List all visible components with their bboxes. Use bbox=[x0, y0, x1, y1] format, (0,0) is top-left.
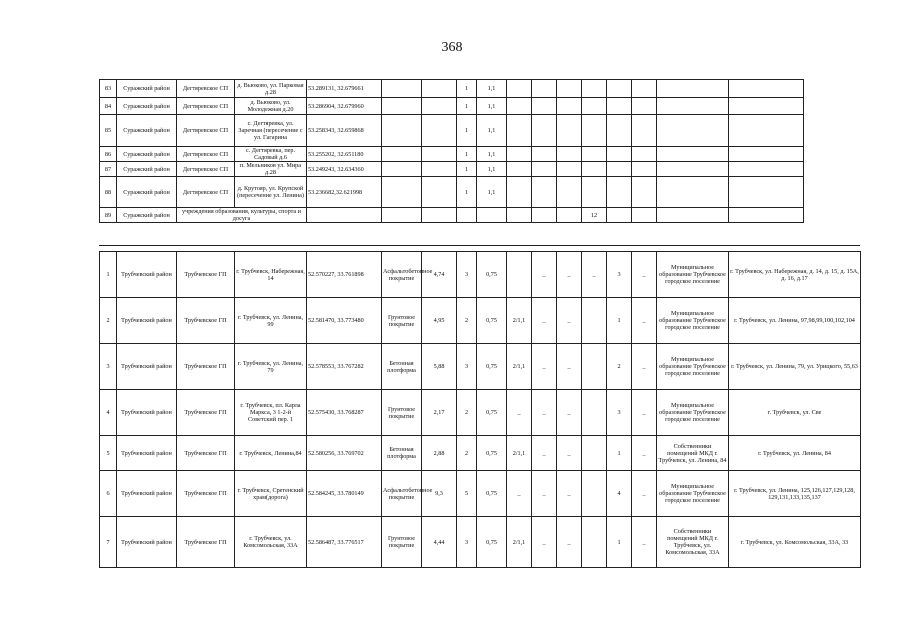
empty-cell bbox=[657, 98, 729, 115]
dash-cell: _ bbox=[557, 517, 582, 568]
empty-cell bbox=[507, 208, 532, 223]
address-cell: г. Трубчевск, ул. Ленина, 79 bbox=[235, 344, 307, 390]
volume-cell: 1,1 bbox=[477, 115, 507, 147]
address-cell: д. Крутояр, ул. Крупской (пересечение ул. Ленина) bbox=[235, 177, 307, 208]
empty-cell bbox=[422, 98, 457, 115]
table-row bbox=[100, 298, 861, 344]
type-cell: 2/1,1 bbox=[507, 517, 532, 568]
surface-cell: Грунтовое покрытие bbox=[382, 517, 422, 568]
empty-cell bbox=[657, 80, 729, 98]
coords-cell: 53.249243, 32.634360 bbox=[307, 162, 382, 177]
area-cell: 4,95 bbox=[422, 298, 457, 344]
row-number-cell: 89 bbox=[100, 208, 117, 223]
volume-cell: 1,1 bbox=[477, 162, 507, 177]
coords-cell: 53.258343, 32.659868 bbox=[307, 115, 382, 147]
empty-cell bbox=[729, 162, 804, 177]
area-cell: 2,88 bbox=[422, 436, 457, 471]
dash-cell: _ bbox=[632, 436, 657, 471]
planned-count-cell: 4 bbox=[607, 471, 632, 517]
empty-cell bbox=[507, 177, 532, 208]
volume-cell: 0,75 bbox=[477, 298, 507, 344]
settlement-cell: Дегтяревское СП bbox=[177, 177, 235, 208]
empty-cell bbox=[582, 115, 607, 147]
row-number-cell: 83 bbox=[100, 80, 117, 98]
district-cell: Суражский район bbox=[117, 162, 177, 177]
owner-cell: Муниципальное образование Трубчевское городское поселение bbox=[657, 390, 729, 436]
settlement-cell: Трубчевское ГП bbox=[177, 344, 235, 390]
coords-cell: 53.289131, 32.679661 bbox=[307, 80, 382, 98]
area-cell: 4,74 bbox=[422, 252, 457, 298]
container-count-cell: 1 bbox=[457, 177, 477, 208]
container-count-cell: 1 bbox=[457, 147, 477, 162]
empty-cell bbox=[729, 98, 804, 115]
empty-cell bbox=[632, 98, 657, 115]
section-divider bbox=[99, 245, 860, 246]
container-count-cell: 2 bbox=[457, 390, 477, 436]
table-trubchevsk bbox=[99, 251, 861, 568]
surface-cell: Асфальтобетонное покрытие bbox=[382, 471, 422, 517]
sources-cell: г. Трубчевск, ул. Ленина, 97,98,99,100,102,104 bbox=[729, 298, 861, 344]
area-cell: 9,3 bbox=[422, 471, 457, 517]
dash-cell: _ bbox=[532, 390, 557, 436]
coords-cell: 52.575430, 33.768287 bbox=[307, 390, 382, 436]
empty-cell bbox=[557, 162, 582, 177]
container-count-cell: 3 bbox=[457, 252, 477, 298]
container-count-cell: 3 bbox=[457, 344, 477, 390]
coords-cell: 53.255202, 32.651180 bbox=[307, 147, 382, 162]
empty-cell bbox=[532, 80, 557, 98]
empty-cell bbox=[532, 162, 557, 177]
district-cell: Трубчевский район bbox=[117, 436, 177, 471]
area-cell: 2,17 bbox=[422, 390, 457, 436]
dash-cell bbox=[582, 517, 607, 568]
container-count-cell: 5 bbox=[457, 471, 477, 517]
dash-cell bbox=[582, 390, 607, 436]
dash-cell: _ bbox=[632, 390, 657, 436]
row-number-cell: 87 bbox=[100, 162, 117, 177]
district-cell: Суражский район bbox=[117, 98, 177, 115]
empty-cell bbox=[532, 177, 557, 208]
row-number-cell: 6 bbox=[100, 471, 117, 517]
empty-cell bbox=[382, 162, 422, 177]
row-number-cell: 86 bbox=[100, 147, 117, 162]
empty-cell bbox=[382, 115, 422, 147]
planned-count-cell: 3 bbox=[607, 390, 632, 436]
coords-cell: 52.581470, 33.773480 bbox=[307, 298, 382, 344]
table-row bbox=[100, 80, 804, 98]
settlement-cell: Дегтяревское СП bbox=[177, 147, 235, 162]
row-number-cell: 7 bbox=[100, 517, 117, 568]
volume-cell: 0,75 bbox=[477, 252, 507, 298]
district-cell: Суражский район bbox=[117, 177, 177, 208]
empty-cell bbox=[729, 115, 804, 147]
row-number-cell: 84 bbox=[100, 98, 117, 115]
address-cell: с. Дегтяревка, пер. Садовый д.6 bbox=[235, 147, 307, 162]
empty-cell bbox=[729, 208, 804, 223]
empty-cell bbox=[422, 115, 457, 147]
table-surazh bbox=[99, 79, 804, 223]
owner-cell: Муниципальное образование Трубчевское городское поселение bbox=[657, 252, 729, 298]
table-row bbox=[100, 471, 861, 517]
table-row bbox=[100, 98, 804, 115]
table-row bbox=[100, 208, 804, 223]
table-row bbox=[100, 147, 804, 162]
empty-cell bbox=[307, 208, 382, 223]
empty-cell bbox=[532, 115, 557, 147]
empty-cell bbox=[632, 80, 657, 98]
sources-cell: г. Трубчевск, ул. Ленина, 125,126,127,129,128, 129,131,133,135,137 bbox=[729, 471, 861, 517]
coords-cell: 52.578553, 33.767282 bbox=[307, 344, 382, 390]
empty-cell bbox=[607, 80, 632, 98]
empty-cell bbox=[532, 147, 557, 162]
surface-cell: Асфальтобетонное покрытие bbox=[382, 252, 422, 298]
settlement-cell: Трубчевское ГП bbox=[177, 471, 235, 517]
empty-cell bbox=[729, 177, 804, 208]
empty-cell bbox=[507, 98, 532, 115]
sources-cell: г. Трубчевск, ул. Ленина, 79, ул. Урицкого, 55,63 bbox=[729, 344, 861, 390]
empty-cell bbox=[729, 147, 804, 162]
sources-cell: г. Трубчевск, ул. Ленина, 84 bbox=[729, 436, 861, 471]
empty-cell bbox=[382, 147, 422, 162]
dash-cell: _ bbox=[532, 471, 557, 517]
empty-cell bbox=[422, 162, 457, 177]
table-row bbox=[100, 115, 804, 147]
empty-cell bbox=[657, 115, 729, 147]
empty-cell bbox=[507, 115, 532, 147]
empty-cell bbox=[632, 115, 657, 147]
dash-cell: _ bbox=[557, 471, 582, 517]
planned-count-cell: 1 bbox=[607, 298, 632, 344]
dash-cell: _ bbox=[632, 344, 657, 390]
address-cell: с. Дегтяревка, ул. Заречная (пересечение с ул. Гагарина bbox=[235, 115, 307, 147]
empty-cell bbox=[607, 208, 632, 223]
address-cell: п. Мельников ул. Мира д.28 bbox=[235, 162, 307, 177]
empty-cell bbox=[382, 208, 422, 223]
sources-cell: г. Трубчевск, ул. Све bbox=[729, 390, 861, 436]
district-cell: Суражский район bbox=[117, 80, 177, 98]
empty-cell bbox=[657, 177, 729, 208]
address-cell: г. Трубчевск, Набережная, 14 bbox=[235, 252, 307, 298]
dash-cell: _ bbox=[557, 252, 582, 298]
empty-cell bbox=[582, 80, 607, 98]
row-number-cell: 3 bbox=[100, 344, 117, 390]
empty-cell bbox=[657, 147, 729, 162]
settlement-cell: Трубчевское ГП bbox=[177, 298, 235, 344]
owner-cell: Муниципальное образование Трубчевское городское поселение bbox=[657, 471, 729, 517]
address-cell: г. Трубчевск, Ленина,84 bbox=[235, 436, 307, 471]
empty-cell bbox=[607, 115, 632, 147]
coords-cell: 52.570227, 33.761898 bbox=[307, 252, 382, 298]
empty-cell bbox=[582, 177, 607, 208]
empty-cell bbox=[532, 208, 557, 223]
coords-cell: 52.586487, 33.776517 bbox=[307, 517, 382, 568]
district-cell: Трубчевский район bbox=[117, 344, 177, 390]
address-cell: д. Вьюково, ул. Молодежная д.20 bbox=[235, 98, 307, 115]
dash-cell: _ bbox=[532, 436, 557, 471]
table-row bbox=[100, 390, 861, 436]
surface-cell: Грунтовое покрытие bbox=[382, 390, 422, 436]
empty-cell bbox=[382, 80, 422, 98]
type-cell bbox=[507, 252, 532, 298]
empty-cell bbox=[532, 98, 557, 115]
settlement-cell: Дегтяревское СП bbox=[177, 80, 235, 98]
surface-cell: Бетонная плотформа bbox=[382, 436, 422, 471]
container-count-cell: 1 bbox=[457, 80, 477, 98]
owner-cell: Муниципальное образование Трубчевское городское поселение bbox=[657, 344, 729, 390]
owner-cell: Собственники помещений МКД г. Трубчевск, ул. Комсомольская, 33А bbox=[657, 517, 729, 568]
surface-cell: Грунтовое покрытие bbox=[382, 298, 422, 344]
district-cell: Суражский район bbox=[117, 147, 177, 162]
settlement-cell: Дегтяревское СП bbox=[177, 98, 235, 115]
empty-cell bbox=[632, 177, 657, 208]
page-number: 368 bbox=[441, 40, 463, 55]
address-cell: г. Трубчевск, ул. Комсомольская, 33А bbox=[235, 517, 307, 568]
dash-cell: _ bbox=[557, 298, 582, 344]
table-row bbox=[100, 436, 861, 471]
table-row bbox=[100, 162, 804, 177]
empty-cell bbox=[632, 162, 657, 177]
empty-cell bbox=[582, 147, 607, 162]
container-count-cell: 2 bbox=[457, 298, 477, 344]
dash-cell: _ bbox=[532, 344, 557, 390]
empty-cell bbox=[382, 98, 422, 115]
coords-cell: 53.286904, 32.679960 bbox=[307, 98, 382, 115]
area-cell: 5,88 bbox=[422, 344, 457, 390]
sources-cell: г. Трубчевск, ул. Набережная, д. 14, д. 15, д. 15А, д. 16, д.17 bbox=[729, 252, 861, 298]
type-cell: 2/1,1 bbox=[507, 436, 532, 471]
dash-cell bbox=[582, 298, 607, 344]
planned-count-cell: 2 bbox=[607, 344, 632, 390]
type-cell: _ bbox=[507, 471, 532, 517]
empty-cell bbox=[422, 177, 457, 208]
empty-cell bbox=[557, 115, 582, 147]
district-cell: Трубчевский район bbox=[117, 517, 177, 568]
type-cell: 2/1,1 bbox=[507, 298, 532, 344]
volume-cell: 0,75 bbox=[477, 390, 507, 436]
volume-cell: 1,1 bbox=[477, 80, 507, 98]
table-row bbox=[100, 252, 861, 298]
dash-cell: _ bbox=[582, 252, 607, 298]
volume-cell: 1,1 bbox=[477, 177, 507, 208]
table-row bbox=[100, 517, 861, 568]
merged-description-cell: учреждения образования, культуры, спорта и досуга bbox=[177, 208, 307, 223]
table-row bbox=[100, 344, 861, 390]
empty-cell bbox=[557, 80, 582, 98]
row-number-cell: 88 bbox=[100, 177, 117, 208]
settlement-cell: Трубчевское ГП bbox=[177, 517, 235, 568]
district-cell: Суражский район bbox=[117, 208, 177, 223]
empty-cell bbox=[607, 98, 632, 115]
settlement-cell: Дегтяревское СП bbox=[177, 115, 235, 147]
address-cell: д. Вьюково, ул. Парковая д.28 bbox=[235, 80, 307, 98]
volume-cell: 0,75 bbox=[477, 471, 507, 517]
empty-cell bbox=[422, 147, 457, 162]
empty-cell bbox=[582, 162, 607, 177]
container-count-cell: 3 bbox=[457, 517, 477, 568]
container-count-cell: 1 bbox=[457, 98, 477, 115]
empty-cell bbox=[477, 208, 507, 223]
empty-cell bbox=[507, 80, 532, 98]
address-cell: г. Трубчевск, Сретенский храм(дорога) bbox=[235, 471, 307, 517]
empty-cell bbox=[507, 147, 532, 162]
district-cell: Трубчевский район bbox=[117, 298, 177, 344]
dash-cell bbox=[582, 471, 607, 517]
empty-cell bbox=[582, 98, 607, 115]
settlement-cell: Трубчевское ГП bbox=[177, 390, 235, 436]
settlement-cell: Дегтяревское СП bbox=[177, 162, 235, 177]
type-cell: _ bbox=[507, 390, 532, 436]
type-cell: 2/1,1 bbox=[507, 344, 532, 390]
volume-cell: 1,1 bbox=[477, 147, 507, 162]
dash-cell: _ bbox=[632, 298, 657, 344]
address-cell: г. Трубчевск, пл. Карла Маркса, 3 1-2-й Советский пер. 1 bbox=[235, 390, 307, 436]
volume-cell: 0,75 bbox=[477, 436, 507, 471]
row-number-cell: 2 bbox=[100, 298, 117, 344]
row-number-cell: 1 bbox=[100, 252, 117, 298]
container-count-cell: 1 bbox=[457, 115, 477, 147]
owner-cell: Муниципальное образование Трубчевское городское поселение bbox=[657, 298, 729, 344]
empty-cell bbox=[657, 208, 729, 223]
settlement-cell: Трубчевское ГП bbox=[177, 252, 235, 298]
empty-cell bbox=[507, 162, 532, 177]
planned-count-cell: 1 bbox=[607, 517, 632, 568]
dash-cell: _ bbox=[557, 436, 582, 471]
dash-cell: _ bbox=[557, 344, 582, 390]
container-count-cell: 2 bbox=[457, 436, 477, 471]
district-cell: Трубчевский район bbox=[117, 390, 177, 436]
empty-cell bbox=[607, 147, 632, 162]
volume-cell: 1,1 bbox=[477, 98, 507, 115]
sources-cell: г. Трубчевск, ул. Комсомольская, 33А, 33 bbox=[729, 517, 861, 568]
empty-cell bbox=[607, 177, 632, 208]
district-cell: Трубчевский район bbox=[117, 252, 177, 298]
dash-cell bbox=[582, 344, 607, 390]
district-cell: Трубчевский район bbox=[117, 471, 177, 517]
empty-cell bbox=[422, 208, 457, 223]
coords-cell: 52.584245, 33.780149 bbox=[307, 471, 382, 517]
empty-cell bbox=[557, 208, 582, 223]
dash-cell: _ bbox=[532, 252, 557, 298]
empty-cell bbox=[382, 177, 422, 208]
area-cell: 4,44 bbox=[422, 517, 457, 568]
empty-cell bbox=[457, 208, 477, 223]
row-number-cell: 4 bbox=[100, 390, 117, 436]
empty-cell bbox=[729, 80, 804, 98]
dash-cell: _ bbox=[632, 471, 657, 517]
empty-cell bbox=[557, 98, 582, 115]
settlement-cell: Трубчевское ГП bbox=[177, 436, 235, 471]
surface-cell: Бетонная плотформа bbox=[382, 344, 422, 390]
address-cell: г. Трубчевск, ул. Ленина, 99 bbox=[235, 298, 307, 344]
empty-cell bbox=[632, 147, 657, 162]
empty-cell bbox=[657, 162, 729, 177]
dash-cell: _ bbox=[632, 517, 657, 568]
planned-count-cell: 3 bbox=[607, 252, 632, 298]
row-number-cell: 85 bbox=[100, 115, 117, 147]
planned-count-cell: 1 bbox=[607, 436, 632, 471]
district-cell: Суражский район bbox=[117, 115, 177, 147]
volume-cell: 0,75 bbox=[477, 517, 507, 568]
dash-cell: _ bbox=[557, 390, 582, 436]
coords-cell: 53.236682,32.621998 bbox=[307, 177, 382, 208]
dash-cell: _ bbox=[532, 517, 557, 568]
count-cell: 12 bbox=[582, 208, 607, 223]
dash-cell: _ bbox=[632, 252, 657, 298]
empty-cell bbox=[557, 147, 582, 162]
dash-cell: _ bbox=[532, 298, 557, 344]
dash-cell bbox=[582, 436, 607, 471]
empty-cell bbox=[422, 80, 457, 98]
container-count-cell: 1 bbox=[457, 162, 477, 177]
empty-cell bbox=[607, 162, 632, 177]
volume-cell: 0,75 bbox=[477, 344, 507, 390]
owner-cell: Собственники помещений МКД г. Трубчевск, ул. Ленина, 84 bbox=[657, 436, 729, 471]
empty-cell bbox=[557, 177, 582, 208]
empty-cell bbox=[632, 208, 657, 223]
coords-cell: 52.580256, 33.769702 bbox=[307, 436, 382, 471]
row-number-cell: 5 bbox=[100, 436, 117, 471]
table-row bbox=[100, 177, 804, 208]
